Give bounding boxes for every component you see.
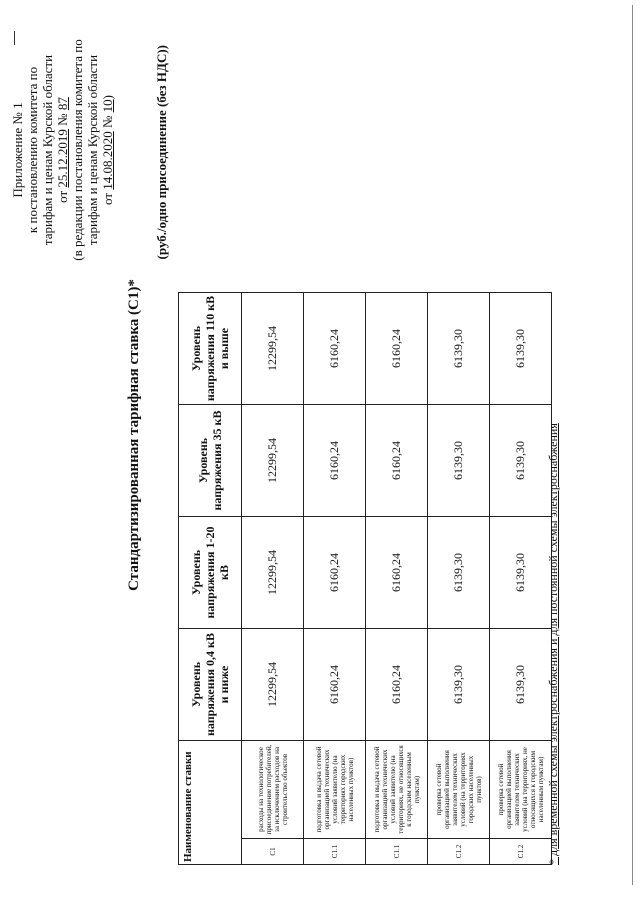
page-title: Стандартизированная тарифная ставка (С1)* <box>126 279 142 591</box>
rate-value: 6139,30 <box>490 517 552 629</box>
table-row <box>428 293 490 865</box>
table-header-row <box>179 293 242 865</box>
rate-value: 6139,30 <box>428 405 490 517</box>
rate-description: проверка сетевой организацией выполнения заявителем технических условий (на территориях, не относящихся к городским населенным пунктам) <box>490 741 552 839</box>
rate-code: C1.1 <box>304 839 366 865</box>
rate-value: 6160,24 <box>366 405 428 517</box>
rate-value: 6160,24 <box>366 629 428 741</box>
rate-code: C1.1 <box>366 839 428 865</box>
rate-value: 12299,54 <box>242 517 304 629</box>
rate-value: 6139,30 <box>428 517 490 629</box>
rate-value: 6139,30 <box>428 293 490 405</box>
header-line: тарифам и ценам Курской области <box>40 54 55 246</box>
table-row <box>304 293 366 865</box>
decree-number: 87 <box>55 97 70 111</box>
rate-value: 12299,54 <box>242 629 304 741</box>
header-line: (в редакции постановления комитета по <box>70 39 85 261</box>
rate-value: 6160,24 <box>366 517 428 629</box>
rate-value: 6160,24 <box>304 517 366 629</box>
rate-description: расходы на технологическое присоединение потребителей, за исключением расходов на строительство объектов <box>242 741 304 839</box>
column-header-v4: Уровень напряжения 110 кВ и выше <box>179 293 242 405</box>
table-row <box>242 293 304 865</box>
rate-value: 6139,30 <box>490 293 552 405</box>
column-header-v1: Уровень напряжения 0,4 кВ и ниже <box>179 629 242 741</box>
decree-date: 25.12.2019 <box>55 129 70 188</box>
header-line: Приложение № 1 <box>10 102 25 198</box>
rate-description: подготовка и выдача сетевой организацией технических условий заявителю (на территориях, не относящихся к городским населенным пунктам) <box>366 741 428 839</box>
rate-description: подготовка и выдача сетевой организацией технических условий заявителю (на территориях городских населенных пунктов) <box>304 741 366 839</box>
table-row <box>490 293 552 865</box>
rate-value: 6160,24 <box>304 405 366 517</box>
appendix-header <box>10 20 115 280</box>
amendment-number: 10 <box>100 99 115 113</box>
column-header-name: Наименование ставки <box>179 741 242 865</box>
rate-value: 6160,24 <box>304 629 366 741</box>
rate-value: 6139,30 <box>490 629 552 741</box>
header-line: от 14.08.2020 № 10) <box>100 95 115 206</box>
rate-description: проверка сетевой организацией выполнения заявителем технических условий (на территориях городских населенных пунктов) <box>428 741 490 839</box>
column-header-v3: Уровень напряжения 35 кВ <box>179 405 242 517</box>
rate-value: 6160,24 <box>304 293 366 405</box>
table-row <box>366 293 428 865</box>
header-line: от 25.12.2019 № 87 <box>55 97 70 203</box>
footnote: * для временной схемы электроснабжения и для постоянной схемы электроснабжения <box>546 423 560 865</box>
rate-code: C1 <box>242 839 304 865</box>
rate-code: C1.2 <box>428 839 490 865</box>
column-header-v2: Уровень напряжения 1-20 кВ <box>179 517 242 629</box>
rate-code: C1.2 <box>490 839 552 865</box>
tariff-table <box>178 292 552 865</box>
scan-edge <box>632 5 633 885</box>
unit-label: (руб./одно присоединение (без НДС)) <box>154 45 169 260</box>
header-line: к постановлению комитета по <box>25 66 40 234</box>
rate-value: 6160,24 <box>366 293 428 405</box>
rate-value: 12299,54 <box>242 293 304 405</box>
header-line: тарифам и ценам Курской области <box>85 54 100 246</box>
rate-value: 6139,30 <box>490 405 552 517</box>
rate-value: 6139,30 <box>428 629 490 741</box>
rate-value: 12299,54 <box>242 405 304 517</box>
amendment-date: 14.08.2020 <box>100 131 115 190</box>
